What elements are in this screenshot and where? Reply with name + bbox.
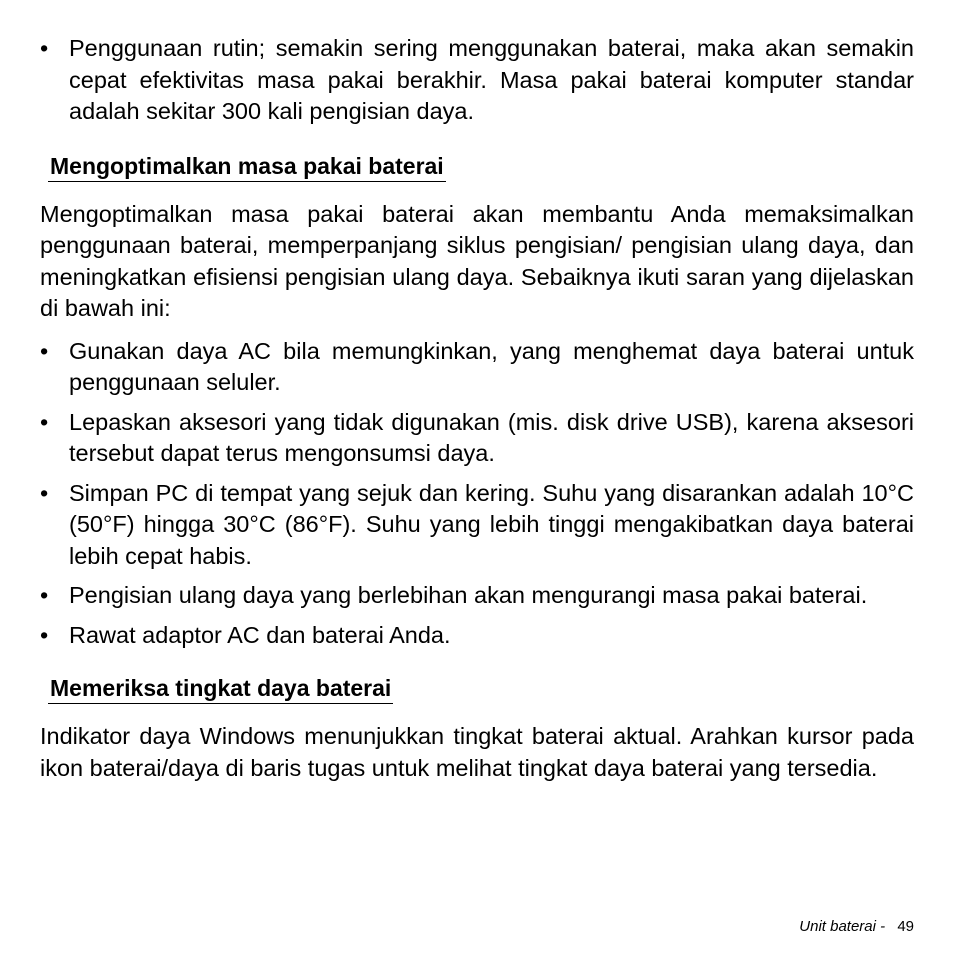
list-item [40, 478, 914, 573]
section-heading-check: Memeriksa tingkat daya baterai [48, 673, 393, 704]
list-item [40, 336, 914, 399]
bullet-marker: • [40, 479, 49, 506]
page-number: 49 [897, 918, 914, 935]
footer-section-label: Unit baterai - [799, 918, 886, 935]
bullet-text: Simpan PC di tempat yang sejuk dan kering. Suhu yang disarankan adalah 10°C (50°F) hingga 30°C (86°F). Suhu yang lebih tinggi mengakibatkan daya baterai lebih cepat habis. [69, 479, 914, 569]
page-footer [799, 918, 914, 935]
bullet-text: Lepaskan aksesori yang tidak digunakan (mis. disk drive USB), karena aksesori tersebut dapat terus mengonsumsi daya. [69, 408, 914, 466]
list-item [40, 620, 914, 652]
section-paragraph-optimize: Mengoptimalkan masa pakai baterai akan membantu Anda memaksimalkan penggunaan baterai, memperpanjang siklus pengisian/ pengisian ulang daya, dan meningkatkan efisiensi pengisian ulang daya. Sebaiknya ikuti saran yang dijelaskan di bawah ini: [40, 200, 914, 321]
bullet-marker: • [40, 337, 49, 364]
bullet-marker: • [40, 621, 49, 648]
document-body [40, 33, 914, 784]
list-item [40, 580, 914, 612]
bullet-marker: • [40, 35, 49, 61]
bullet-text: Rawat adaptor AC dan baterai Anda. [69, 621, 451, 648]
list-item [40, 407, 914, 470]
bullet-text: Penggunaan rutin; semakin sering menggunakan baterai, maka akan semakin cepat efektivitas masa pakai berakhir. Masa pakai baterai komputer standar adalah sekitar 300 kali pengisian daya. [69, 35, 914, 124]
section-heading-optimize: Mengoptimalkan masa pakai baterai [48, 151, 446, 182]
section-paragraph-check: Indikator daya Windows menunjukkan tingkat baterai aktual. Arahkan kursor pada ikon baterai/daya di baris tugas untuk melihat tingkat daya baterai yang tersedia. [40, 723, 914, 781]
bullet-text: Pengisian ulang daya yang berlebihan akan mengurangi masa pakai baterai. [69, 582, 868, 608]
bullet-marker: • [40, 408, 49, 435]
bullet-marker: • [40, 582, 49, 608]
intro-bullet-item [40, 33, 914, 128]
bullet-text: Gunakan daya AC bila memungkinkan, yang menghemat daya baterai untuk penggunaan seluler. [69, 337, 914, 395]
